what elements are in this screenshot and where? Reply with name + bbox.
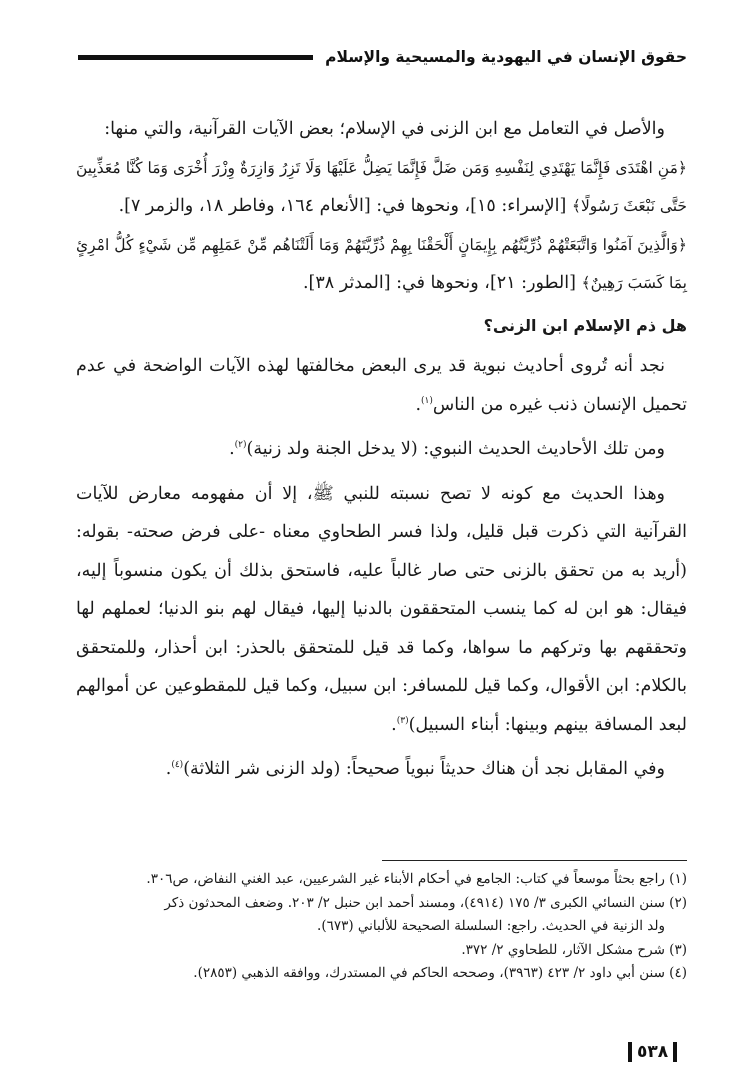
page-number: ٥٣٨ xyxy=(637,1042,669,1062)
verse-reference: [الإسراء: ١٥]، ونحوها في: [الأنعام ١٦٤، وفاطر ١٨، والزمر ٧]. xyxy=(118,196,572,216)
paragraph-counter-hadith xyxy=(76,750,687,789)
paragraph-text: ومن تلك الأحاديث الحديث النبوي: (لا يدخل الجنة ولد زنية) xyxy=(246,439,665,459)
footnote-ref-3[interactable]: (٣) xyxy=(396,715,409,726)
punctuation: . xyxy=(165,759,172,779)
footnote-3: (٣) شرح مشكل الآثار، للطحاوي ٢/ ٣٧٢. xyxy=(461,941,687,958)
quran-verse-1 xyxy=(76,149,687,226)
paragraph-text: وهذا الحديث مع كونه لا تصح نسبته للنبي ﷺ، إلا أن مفهومه معارض للآيات القرآنية التي ذكرت قبل قليل، ولذا فسر الطحاوي معناه -على فرض صحته- بقوله: (أريد به من تحقق بالزنى حتى صار غالباً عليه، فاستحق بذلك أن يكون منسوباً إليه، فيقال: هو ابن له كما ينسب المتحققون بالدنيا إليها، فيقال لهم بنو الدنيا؛ لعملهم لها وتحققهم بها وتركهم ما سواها، وكما قد قيل للمتحقق بالحذر: ابن أحذار، وللمتحقق بالكلام: ابن الأقوال، وكما قيل للمسافر: ابن سبيل، وكما قيل للمقطوعين عن أموالهم لبعد المسافة بينهم وبينها: أبناء السبيل) xyxy=(76,483,687,735)
paragraph-hadith-intro xyxy=(76,347,687,424)
verse-text: ﴿مَنِ اهْتَدَى فَإِنَّمَا يَهْتَدِي لِنَفْسِهِ وَمَن ضَلَّ فَإِنَّمَا يَضِلُّ عَلَيْهَا وَلَا تَزِرُ وَازِرَةٌ وِزْرَ أُخْرَى وَمَا كُنَّا مُعَذِّبِينَ حَتَّى نَبْعَثَ رَسُولًا﴾ xyxy=(76,158,687,215)
footnote-separator xyxy=(382,860,687,861)
punctuation: . xyxy=(229,439,235,459)
punctuation: . xyxy=(391,714,397,735)
paragraph-hadith-quote xyxy=(76,430,687,469)
paragraph-tahawi xyxy=(76,475,687,745)
running-header xyxy=(78,44,687,70)
footnotes xyxy=(76,868,687,986)
footnote-1: (١) راجع بحثاً موسعاً في كتاب: الجامع في أحكام الأبناء غير الشرعيين، عبد الغني النفاض، ص٣٠٦. xyxy=(146,871,687,887)
footnote-ref-1[interactable]: (١) xyxy=(421,395,433,406)
quran-verse-2 xyxy=(76,226,687,303)
punctuation: . xyxy=(415,394,422,415)
footnote-4: (٤) سنن أبي داود ٢/ ٤٢٣ (٣٩٦٣)، وصححه الحاكم في المستدرك، ووافقه الذهبي (٢٨٥٣). xyxy=(193,965,687,981)
paragraph-text: وفي المقابل نجد أن هناك حديثاً نبوياً صحيحاً: (ولد الزنى شر الثلاثة) xyxy=(183,759,665,779)
paragraph-intro: والأصل في التعامل مع ابن الزنى في الإسلام؛ بعض الآيات القرآنية، والتي منها: xyxy=(104,119,665,139)
footnote-2: (٢) سنن النسائي الكبرى ٣/ ١٧٥ (٤٩١٤)، ومسند أحمد ابن حنبل ٢/ ٢٠٣. وضعف المحدثون ذكر xyxy=(164,894,687,911)
verse-text: ﴿وَالَّذِينَ آمَنُوا وَاتَّبَعَتْهُمْ ذُرِّيَّتُهُم بِإِيمَانٍ أَلْحَقْنَا بِهِمْ ذُرِّيَّتَهُمْ وَمَا أَلَتْنَاهُم مِّنْ عَمَلِهِم مِّن شَيْءٍ كُلُّ امْرِئٍ بِمَا كَسَبَ رَهِينٌ﴾ xyxy=(76,235,687,292)
page-number-box xyxy=(628,1040,677,1064)
folio-bar-right xyxy=(673,1042,677,1062)
header-rule xyxy=(78,55,313,60)
paragraph-text: نجد أنه تُروى أحاديث نبوية قد يرى البعض مخالفتها لهذه الآيات الواضحة في عدم تحميل الإنسان ذنب غيره من الناس xyxy=(76,356,687,415)
running-title: حقوق الإنسان في اليهودية والمسيحية والإسلام xyxy=(325,48,687,66)
footnote-2-continued: ولد الزنية في الحديث. راجع: السلسلة الصحيحة للألباني (٦٧٣). xyxy=(317,918,665,934)
verse-reference: [الطور: ٢١]، ونحوها في: [المدثر ٣٨]. xyxy=(302,273,582,293)
section-heading: هل ذم الإسلام ابن الزنى؟ xyxy=(483,315,687,335)
footnote-ref-4[interactable]: (٤) xyxy=(171,760,184,771)
main-text xyxy=(76,110,687,789)
footnote-ref-2[interactable]: (٢) xyxy=(234,440,247,451)
